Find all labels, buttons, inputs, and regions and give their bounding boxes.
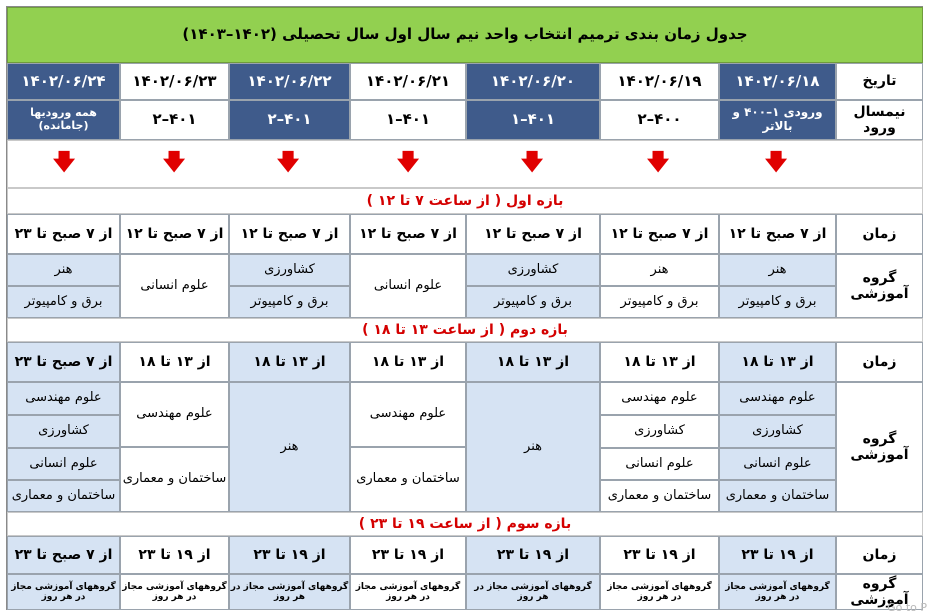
p1-group-col-1-b: برق و کامپیوتر	[719, 286, 836, 318]
p1-group-col-4: علوم انسانی	[350, 254, 466, 318]
p1-time-col-4: از ۷ صبح تا ۱۲	[350, 214, 466, 254]
p3-time-col-5: از ۱۹ تا ۲۳	[229, 536, 350, 574]
p2-group-col-1-item: کشاورزی	[719, 415, 836, 448]
p1-group-col-1-a: هنر	[719, 254, 836, 286]
p2-time-col-7: از ۷ صبح تا ۲۳	[7, 342, 120, 382]
p2-group-col-7-item: علوم انسانی	[7, 448, 120, 480]
p1-group-col-3-b: برق و کامپیوتر	[466, 286, 600, 318]
p3-group-col-5: گروههای آموزشی مجاز در هر روز	[229, 574, 350, 610]
p2-group-col-6-b: ساختمان و معماری	[120, 447, 229, 512]
period-1-heading: بازه اول ( از ساعت ۷ تا ۱۲ )	[7, 188, 923, 214]
p1-group-col-5-b: برق و کامپیوتر	[229, 286, 350, 318]
date-col-7: ۱۴۰۲/۰۶/۲۴	[7, 63, 120, 100]
row-label-time-1: زمان	[836, 214, 923, 254]
date-col-4: ۱۴۰۲/۰۶/۲۱	[350, 63, 466, 100]
p2-group-col-1-item: علوم مهندسی	[719, 382, 836, 415]
semester-col-4: ۱–۴۰۱	[350, 100, 466, 140]
date-col-3: ۱۴۰۲/۰۶/۲۰	[466, 63, 600, 100]
p2-time-col-5: از ۱۳ تا ۱۸	[229, 342, 350, 382]
p1-time-col-3: از ۷ صبح تا ۱۲	[466, 214, 600, 254]
p3-group-col-2: گروههای آموزشی مجاز در هر روز	[600, 574, 719, 610]
p2-group-col-2-item: علوم مهندسی	[600, 382, 719, 415]
down-arrow-icon: 🡇	[276, 150, 300, 176]
p1-time-col-7: از ۷ صبح تا ۲۳	[7, 214, 120, 254]
date-col-5: ۱۴۰۲/۰۶/۲۲	[229, 63, 350, 100]
down-arrow-icon: 🡇	[646, 150, 670, 176]
watermark-text: Go to P	[887, 601, 927, 614]
semester-col-7: همه ورودیها (جامانده)	[7, 100, 120, 140]
p3-time-col-2: از ۱۹ تا ۲۳	[600, 536, 719, 574]
p3-time-col-3: از ۱۹ تا ۲۳	[466, 536, 600, 574]
down-arrow-icon: 🡇	[764, 150, 788, 176]
semester-col-1: ورودی ۱–۴۰۰ و بالاتر	[719, 100, 836, 140]
p2-time-col-6: از ۱۳ تا ۱۸	[120, 342, 229, 382]
p2-group-col-2-item: ساختمان و معماری	[600, 480, 719, 512]
p1-time-col-1: از ۷ صبح تا ۱۲	[719, 214, 836, 254]
p1-group-col-7-b: برق و کامپیوتر	[7, 286, 120, 318]
p1-group-col-2-a: هنر	[600, 254, 719, 286]
row-label-group-1: گروه آموزشی	[836, 254, 923, 318]
p2-group-col-4-a: علوم مهندسی	[350, 382, 466, 447]
p2-group-col-7-item: ساختمان و معماری	[7, 480, 120, 512]
row-label-group-2: گروه آموزشی	[836, 382, 923, 512]
p2-time-col-1: از ۱۳ تا ۱۸	[719, 342, 836, 382]
p2-time-col-3: از ۱۳ تا ۱۸	[466, 342, 600, 382]
row-label-group-3: گروه آموزشی	[836, 574, 923, 610]
down-arrow-icon: 🡇	[162, 150, 186, 176]
p2-group-col-2-item: علوم انسانی	[600, 448, 719, 480]
p1-group-col-3-a: کشاورزی	[466, 254, 600, 286]
p1-group-col-7-a: هنر	[7, 254, 120, 286]
p2-group-col-7-item: کشاورزی	[7, 415, 120, 448]
down-arrow-icon: 🡇	[396, 150, 420, 176]
semester-col-5: ۲–۴۰۱	[229, 100, 350, 140]
date-col-1: ۱۴۰۲/۰۶/۱۸	[719, 63, 836, 100]
p2-group-col-7-item: علوم مهندسی	[7, 382, 120, 415]
p3-group-col-6: گروههای آموزشی مجاز در هر روز	[120, 574, 229, 610]
p1-group-col-5-a: کشاورزی	[229, 254, 350, 286]
date-col-6: ۱۴۰۲/۰۶/۲۳	[120, 63, 229, 100]
p1-group-col-6: علوم انسانی	[120, 254, 229, 318]
p2-group-col-6-a: علوم مهندسی	[120, 382, 229, 447]
semester-col-2: ۲–۴۰۰	[600, 100, 719, 140]
p1-group-col-2-b: برق و کامپیوتر	[600, 286, 719, 318]
p2-group-col-5: هنر	[229, 382, 350, 512]
row-label-time-2: زمان	[836, 342, 923, 382]
p3-time-col-7: از ۷ صبح تا ۲۳	[7, 536, 120, 574]
down-arrow-icon: 🡇	[52, 150, 76, 176]
p2-group-col-4-b: ساختمان و معماری	[350, 447, 466, 512]
p3-group-col-4: گروههای آموزشی مجاز در هر روز	[350, 574, 466, 610]
period-3-heading: بازه سوم ( از ساعت ۱۹ تا ۲۳ )	[7, 512, 923, 536]
semester-col-6: ۲–۴۰۱	[120, 100, 229, 140]
p2-time-col-4: از ۱۳ تا ۱۸	[350, 342, 466, 382]
p2-time-col-2: از ۱۳ تا ۱۸	[600, 342, 719, 382]
p2-group-col-2-item: کشاورزی	[600, 415, 719, 448]
p1-time-col-2: از ۷ صبح تا ۱۲	[600, 214, 719, 254]
p2-group-col-3: هنر	[466, 382, 600, 512]
p1-time-col-5: از ۷ صبح تا ۱۲	[229, 214, 350, 254]
date-col-2: ۱۴۰۲/۰۶/۱۹	[600, 63, 719, 100]
p2-group-col-1-item: علوم انسانی	[719, 448, 836, 480]
p3-group-col-1: گروههای آموزشی مجاز در هر روز	[719, 574, 836, 610]
page-title: جدول زمان بندی ترمیم انتخاب واحد نیم سال اول سال تحصیلی (۱۴۰۲–۱۴۰۳)	[7, 7, 923, 63]
p3-time-col-4: از ۱۹ تا ۲۳	[350, 536, 466, 574]
down-arrow-icon: 🡇	[520, 150, 544, 176]
p3-group-col-3: گروههای آموزشی مجاز در هر روز	[466, 574, 600, 610]
period-2-heading: بازه دوم ( از ساعت ۱۳ تا ۱۸ )	[7, 318, 923, 342]
p3-time-col-6: از ۱۹ تا ۲۳	[120, 536, 229, 574]
row-label-time-3: زمان	[836, 536, 923, 574]
p3-group-col-7: گروههای آموزشی مجاز در هر روز	[7, 574, 120, 610]
row-label-date: تاریخ	[836, 63, 923, 100]
p1-time-col-6: از ۷ صبح تا ۱۲	[120, 214, 229, 254]
p2-group-col-1-item: ساختمان و معماری	[719, 480, 836, 512]
row-label-semester: نیمسال ورود	[836, 100, 923, 140]
semester-col-3: ۱–۴۰۱	[466, 100, 600, 140]
p3-time-col-1: از ۱۹ تا ۲۳	[719, 536, 836, 574]
